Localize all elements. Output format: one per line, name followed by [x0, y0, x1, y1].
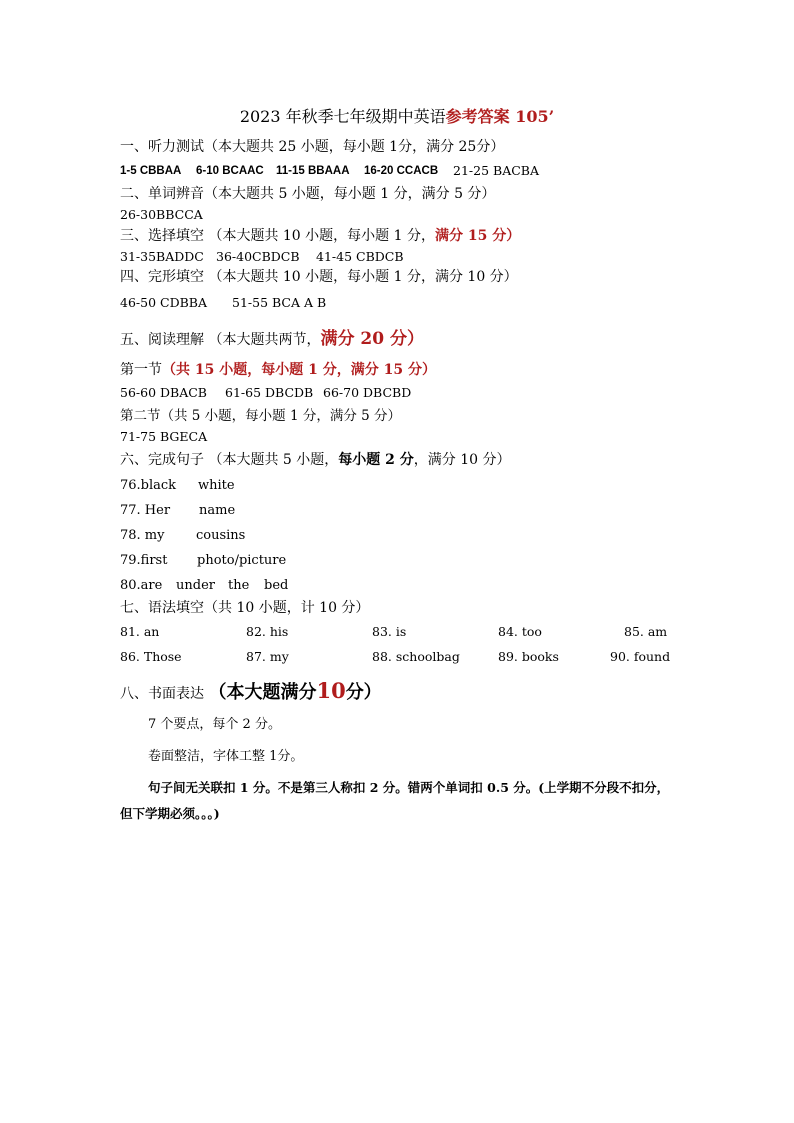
section-4-heading: 四、完形填空 （本大题共 10 小题，每小题 1 分，满分 10 分）: [120, 269, 518, 285]
s1-answer-1: 1-5 CBBAA: [120, 165, 182, 177]
s7-answer-82: 82. his: [246, 624, 289, 639]
s1-answer-4: 16-20 CCACB: [364, 165, 439, 177]
s4-answer-2: 51-55 BCA A B: [232, 295, 327, 310]
s5-part1-answer-3: 66-70 DBCBD: [323, 385, 412, 400]
section-6-heading: 六、完成句子 （本大题共 5 小题，每小题 2 分，满分 10 分）: [120, 452, 511, 468]
s7-answer-89: 89. books: [498, 649, 559, 664]
s5-part2-heading: 第二节（共 5 小题，每小题 1 分，满分 5 分）: [120, 408, 402, 424]
s5-part1-heading: 第一节（共 15 小题，每小题 1 分，满分 15 分）: [120, 362, 436, 378]
s7-answer-87: 87. my: [246, 649, 289, 664]
s8-line-1: 7 个要点，每个 2 分。: [148, 717, 281, 732]
section-7-heading: 七、语法填空（共 10 小题，计 10 分）: [120, 600, 370, 616]
s7-answer-90: 90. found: [610, 649, 671, 664]
s7-answer-81: 81. an: [120, 624, 160, 639]
s7-answer-88: 88. schoolbag: [372, 649, 460, 664]
title-highlight: 参考答案 105’: [445, 107, 555, 126]
s1-answer-3: 11-15 BBAAA: [276, 165, 350, 177]
s7-answer-83: 83. is: [372, 624, 407, 639]
s6-row-76-num: 76.black: [120, 478, 177, 493]
s3-answer-1: 31-35BADDC: [120, 249, 204, 264]
section-2-heading: 二、单词辨音（本大题共 5 小题，每小题 1 分，满分 5 分）: [120, 186, 496, 202]
s6-row-80-word-1: under: [176, 578, 215, 593]
s8-line-2: 卷面整洁，字体工整 1分。: [148, 749, 304, 764]
s6-row-78-word: cousins: [196, 528, 246, 543]
section-1-heading: 一、听力测试（本大题共 25 小题，每小题 1分，满分 25分）: [120, 139, 505, 155]
section-5-heading: 五、阅读理解 （本大题共两节，满分 20 分）: [120, 329, 424, 349]
s6-row-78-num: 78. my: [120, 528, 165, 543]
s6-row-80-word-2: the: [228, 578, 250, 593]
s5-part1-answer-1: 56-60 DBACB: [120, 385, 207, 400]
s2-answers: 26-30BBCCA: [120, 207, 203, 222]
s5-part1-highlight: （共 15 小题，每小题 1 分，满分 15 分）: [162, 362, 436, 378]
s5-part1-answer-2: 61-65 DBCDB: [225, 385, 314, 400]
s7-answer-86: 86. Those: [120, 649, 182, 664]
s1-answer-2: 6-10 BCAAC: [196, 165, 264, 177]
s3-score-highlight: 满分 15 分）: [434, 228, 521, 244]
s6-row-80-word-3: bed: [264, 578, 289, 593]
section-8-heading: 八、书面表达 （本大题满分10分）: [120, 678, 382, 703]
s6-row-80-num: 80.are: [120, 578, 163, 593]
s3-answer-3: 41-45 CBDCB: [316, 249, 404, 264]
s5-score-highlight: 满分 20 分）: [320, 329, 424, 349]
s6-row-79-word: photo/picture: [197, 553, 287, 568]
s6-row-77-num: 77. Her: [120, 503, 171, 518]
s5-part2-answers: 71-75 BGECA: [120, 429, 208, 444]
s7-answer-84: 84. too: [498, 624, 542, 639]
s6-row-79-num: 79.first: [120, 553, 168, 568]
s6-row-77-word: name: [199, 503, 236, 518]
s7-answer-85: 85. am: [624, 624, 668, 639]
s4-answer-1: 46-50 CDBBA: [120, 295, 207, 310]
s3-answer-2: 36-40CBDCB: [216, 249, 300, 264]
s6-row-76-word: white: [198, 478, 235, 493]
s8-deduction-paragraph: 句子间无关联扣 1 分。不是第三人称扣 2 分。错两个单词扣 0.5 分。(上学期不分段不扣分，但下学期必须。。。): [120, 780, 670, 821]
section-3-heading: 三、选择填空 （本大题共 10 小题，每小题 1 分，满分 15 分）: [120, 228, 521, 244]
s1-answer-5: 21-25 BACBA: [453, 163, 539, 178]
s8-score-number: 10: [316, 678, 346, 703]
page-title: 2023 年秋季七年级期中英语参考答案 105’: [239, 107, 555, 126]
